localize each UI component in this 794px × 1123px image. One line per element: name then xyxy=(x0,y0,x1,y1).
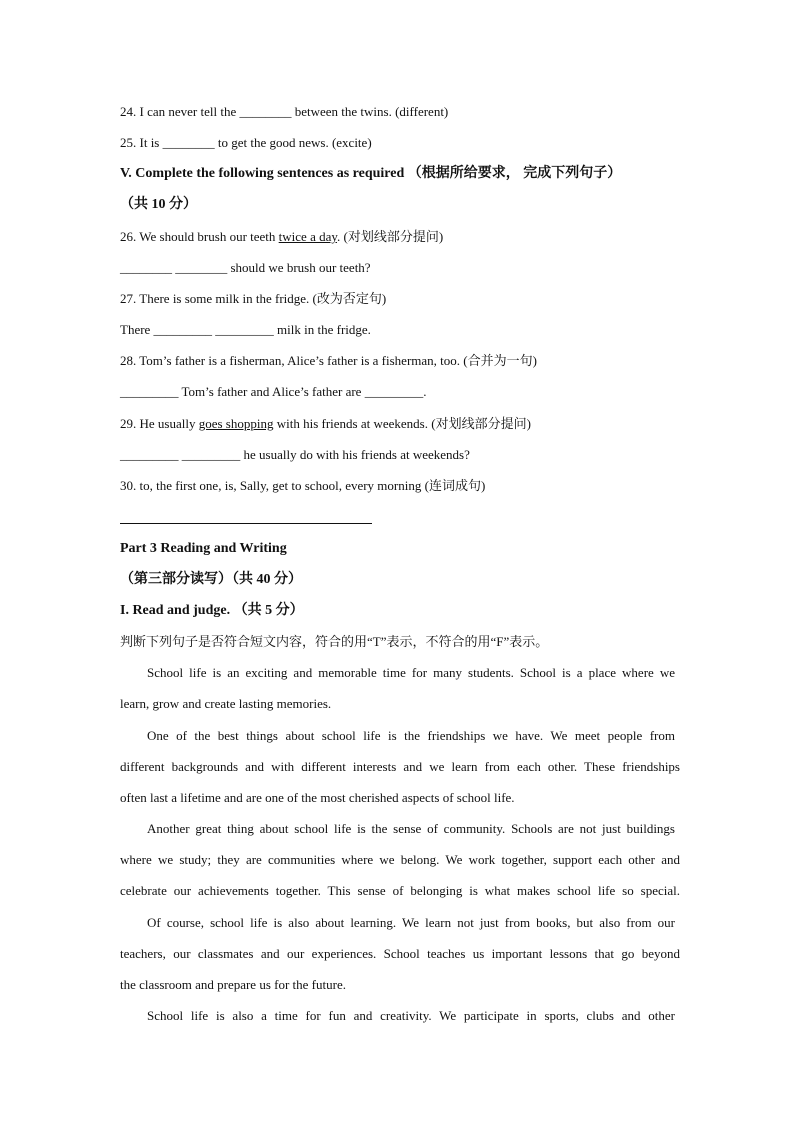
question-26-answer: ________ ________ should we brush our teeth? xyxy=(120,260,371,275)
question-27-answer: There _________ _________ milk in the fridge. xyxy=(120,322,371,337)
passage-line: often last a lifetime and are one of the most cherished aspects of school life. xyxy=(120,790,515,805)
question-30-answer-line xyxy=(120,523,372,524)
question-27: 27. There is some milk in the fridge. (改为否定句) xyxy=(120,291,387,306)
section-5-points: （共 10 分） xyxy=(120,197,197,212)
passage-line: teachers, our classmates and our experiences. School teaches us important lessons that go beyond xyxy=(120,946,680,961)
section-1-title: I. Read and judge. （共 5 分） xyxy=(120,603,304,618)
passage-line: School life is an exciting and memorable time for many students. School is a place where we xyxy=(147,665,675,680)
passage-line: One of the best things about school life is the friendships we have. We meet people from xyxy=(147,728,675,743)
passage-line: different backgrounds and with different interests and we learn from each other. These friendships xyxy=(120,759,680,774)
passage-line: School life is also a time for fun and creativity. We participate in sports, clubs and other xyxy=(147,1008,675,1023)
question-28-answer: _________ Tom’s father and Alice’s father are _________. xyxy=(120,384,427,399)
question-26 xyxy=(120,227,680,247)
passage-line: celebrate our achievements together. This sense of belonging is what makes school life so special. xyxy=(120,883,680,898)
section-5-title: V. Complete the following sentences as required （根据所给要求， 完成下列句子） xyxy=(120,166,622,181)
instruction-text: 判断下列句子是否符合短文内容，符合的用“T”表示，不符合的用“F”表示。 xyxy=(120,634,549,649)
question-24: 24. I can never tell the ________ between the twins. (different) xyxy=(120,104,449,119)
part-3-subtitle: （第三部分读写）（共 40 分） xyxy=(120,572,302,587)
question-29-instruction: with his friends at weekends. (对划线部分提问) xyxy=(273,416,531,431)
question-29 xyxy=(120,414,680,434)
question-30: 30. to, the first one, is, Sally, get to school, every morning (连词成句) xyxy=(120,478,486,493)
question-25: 25. It is ________ to get the good news. (excite) xyxy=(120,135,372,150)
passage-line: where we study; they are communities where we belong. We work together, support each other and xyxy=(120,852,680,867)
question-29-text: 29. He usually xyxy=(120,416,199,431)
question-26-text: 26. We should brush our teeth xyxy=(120,229,279,244)
passage-line: Of course, school life is also about learning. We learn not just from books, but also from our xyxy=(147,915,675,930)
part-3-title: Part 3 Reading and Writing xyxy=(120,541,287,556)
question-29-answer: _________ _________ he usually do with his friends at weekends? xyxy=(120,447,470,462)
question-28: 28. Tom’s father is a fisherman, Alice’s father is a fisherman, too. (合并为一句) xyxy=(120,353,537,368)
passage-line: learn, grow and create lasting memories. xyxy=(120,696,332,711)
passage-line: the classroom and prepare us for the future. xyxy=(120,977,346,992)
question-26-underlined: twice a day xyxy=(278,229,338,244)
passage-line: Another great thing about school life is the sense of community. Schools are not just buildings xyxy=(147,821,675,836)
question-29-underlined: goes shopping xyxy=(198,416,274,431)
question-26-instruction: . (对划线部分提问) xyxy=(337,229,444,244)
